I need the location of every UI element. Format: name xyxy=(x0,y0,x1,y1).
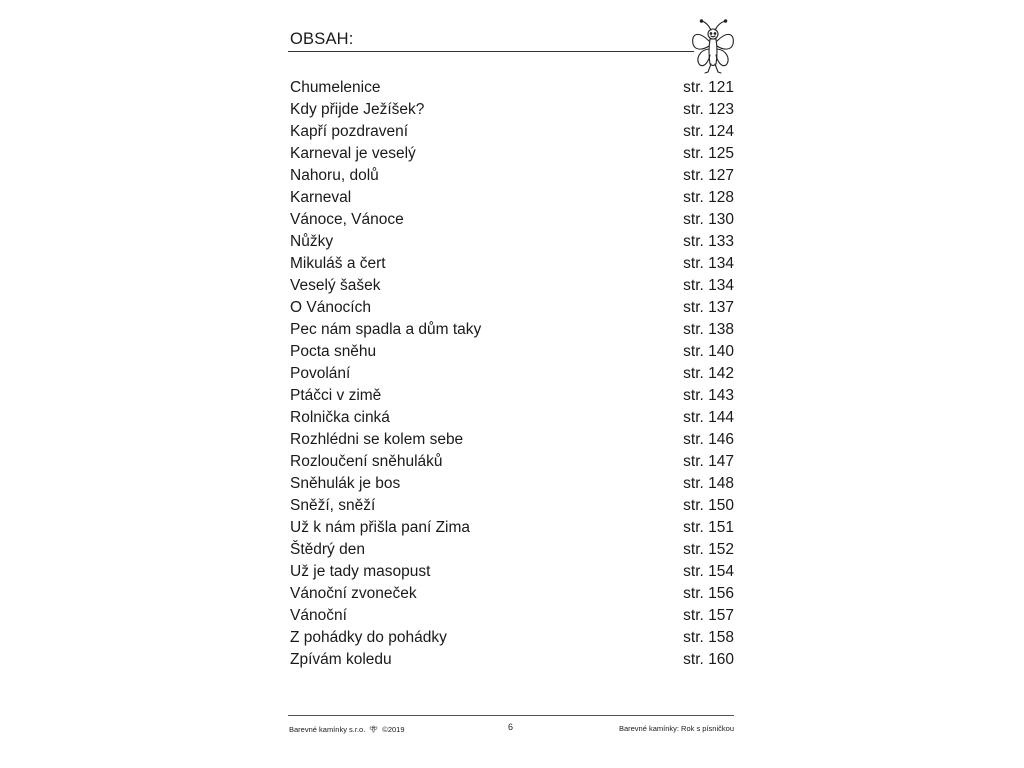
toc-entry xyxy=(290,341,734,363)
toc-entry-title: Veselý šašek xyxy=(290,277,381,294)
toc-entry-page: str. 123 xyxy=(683,101,734,118)
toc-entry-title: Nahoru, dolů xyxy=(290,167,379,184)
toc-entry xyxy=(290,143,734,165)
toc-entry xyxy=(290,561,734,583)
toc-entry-title: Rozhlédni se kolem sebe xyxy=(290,431,464,448)
toc-entry xyxy=(290,539,734,561)
toc-entry-page: str. 152 xyxy=(683,541,734,558)
toc-entry-title: Pec nám spadla a dům taky xyxy=(290,321,482,338)
toc-entry-page: str. 125 xyxy=(683,145,734,162)
toc-entry xyxy=(290,583,734,605)
toc-entry xyxy=(290,121,734,143)
footer-publisher-name: Barevné kamínky s.r.o. xyxy=(289,724,366,734)
toc-entry-page: str. 134 xyxy=(683,255,734,272)
toc-entry-title: Pocta sněhu xyxy=(290,343,377,360)
toc-entry-page: str. 156 xyxy=(683,585,734,602)
toc-entry-page: str. 158 xyxy=(683,629,734,646)
toc-entry-title: Karneval je veselý xyxy=(290,145,416,162)
toc-entry-page: str. 130 xyxy=(683,211,734,228)
toc-entry xyxy=(290,407,734,429)
toc-entry-title: Vánoční xyxy=(290,607,347,624)
toc-entry-page: str. 160 xyxy=(683,651,734,668)
toc-entry-title: Z pohádky do pohádky xyxy=(290,629,447,646)
toc-entry-page: str. 134 xyxy=(683,277,734,294)
toc-entry-page: str. 147 xyxy=(683,453,734,470)
toc-entry-page: str. 154 xyxy=(683,563,734,580)
toc-entry-title: Štědrý den xyxy=(290,541,365,558)
toc-entry-title: Zpívám koledu xyxy=(290,651,392,668)
toc-entry xyxy=(290,77,734,99)
toc-entry-page: str. 133 xyxy=(683,233,734,250)
toc-entry xyxy=(290,649,734,671)
toc-entry-title: Ptáčci v zimě xyxy=(290,387,382,404)
footer-publisher xyxy=(289,724,405,734)
toc-entry-title: Mikuláš a čert xyxy=(290,255,386,272)
toc-entry xyxy=(290,297,734,319)
toc-entry xyxy=(290,517,734,539)
toc-entry xyxy=(290,319,734,341)
toc-entry-page: str. 144 xyxy=(683,409,734,426)
toc-entry-page: str. 143 xyxy=(683,387,734,404)
footer-book-title: Barevné kamínky: Rok s písničkou xyxy=(618,724,734,733)
toc-entry xyxy=(290,99,734,121)
toc-entry-page: str. 148 xyxy=(683,475,734,492)
toc-entry xyxy=(290,473,734,495)
page-title: OBSAH: xyxy=(290,30,354,48)
toc-entry-title: O Vánocích xyxy=(290,299,371,316)
toc-entry xyxy=(290,495,734,517)
toc-entry-title: Povolání xyxy=(290,365,351,382)
toc-entry xyxy=(290,231,734,253)
toc-entry xyxy=(290,275,734,297)
toc-entry-page: str. 121 xyxy=(683,79,734,96)
toc-entry-title: Kapří pozdravení xyxy=(290,123,409,140)
toc-entry-page: str. 146 xyxy=(683,431,734,448)
toc-entry-page: str. 128 xyxy=(683,189,734,206)
page-number: 6 xyxy=(508,722,514,732)
butterfly-mascot-icon xyxy=(369,724,378,734)
toc-entry xyxy=(290,165,734,187)
toc-entry-page: str. 137 xyxy=(683,299,734,316)
toc-entry xyxy=(290,187,734,209)
table-of-contents xyxy=(290,77,734,671)
toc-entry xyxy=(290,627,734,649)
toc-entry-title: Už je tady masopust xyxy=(290,563,431,580)
toc-entry-title: Nůžky xyxy=(290,233,334,250)
footer-divider xyxy=(288,715,734,716)
butterfly-mascot-icon xyxy=(690,18,736,76)
toc-entry xyxy=(290,363,734,385)
toc-entry xyxy=(290,451,734,473)
toc-entry-page: str. 151 xyxy=(683,519,734,536)
toc-entry xyxy=(290,209,734,231)
toc-entry xyxy=(290,429,734,451)
toc-entry-page: str. 140 xyxy=(683,343,734,360)
toc-entry-title: Chumelenice xyxy=(290,79,381,96)
toc-entry-title: Karneval xyxy=(290,189,352,206)
toc-entry-title: Sněhulák je bos xyxy=(290,475,401,492)
footer-copyright: ©2019 xyxy=(382,724,405,734)
toc-entry-title: Sněží, sněží xyxy=(290,497,376,514)
toc-entry-page: str. 124 xyxy=(683,123,734,140)
toc-entry xyxy=(290,385,734,407)
toc-entry-page: str. 150 xyxy=(683,497,734,514)
toc-entry-page: str. 138 xyxy=(683,321,734,338)
toc-entry-title: Vánoce, Vánoce xyxy=(290,211,404,228)
toc-entry-title: Rolnička cinká xyxy=(290,409,390,426)
header-divider xyxy=(288,51,694,52)
toc-entry-title: Vánoční zvoneček xyxy=(290,585,417,602)
toc-entry-title: Kdy přijde Ježíšek? xyxy=(290,101,425,118)
toc-entry-page: str. 157 xyxy=(683,607,734,624)
toc-entry xyxy=(290,253,734,275)
toc-entry-title: Rozloučení sněhuláků xyxy=(290,453,443,470)
toc-entry-page: str. 142 xyxy=(683,365,734,382)
toc-entry-title: Už k nám přišla paní Zima xyxy=(290,519,471,536)
toc-entry xyxy=(290,605,734,627)
toc-entry-page: str. 127 xyxy=(683,167,734,184)
